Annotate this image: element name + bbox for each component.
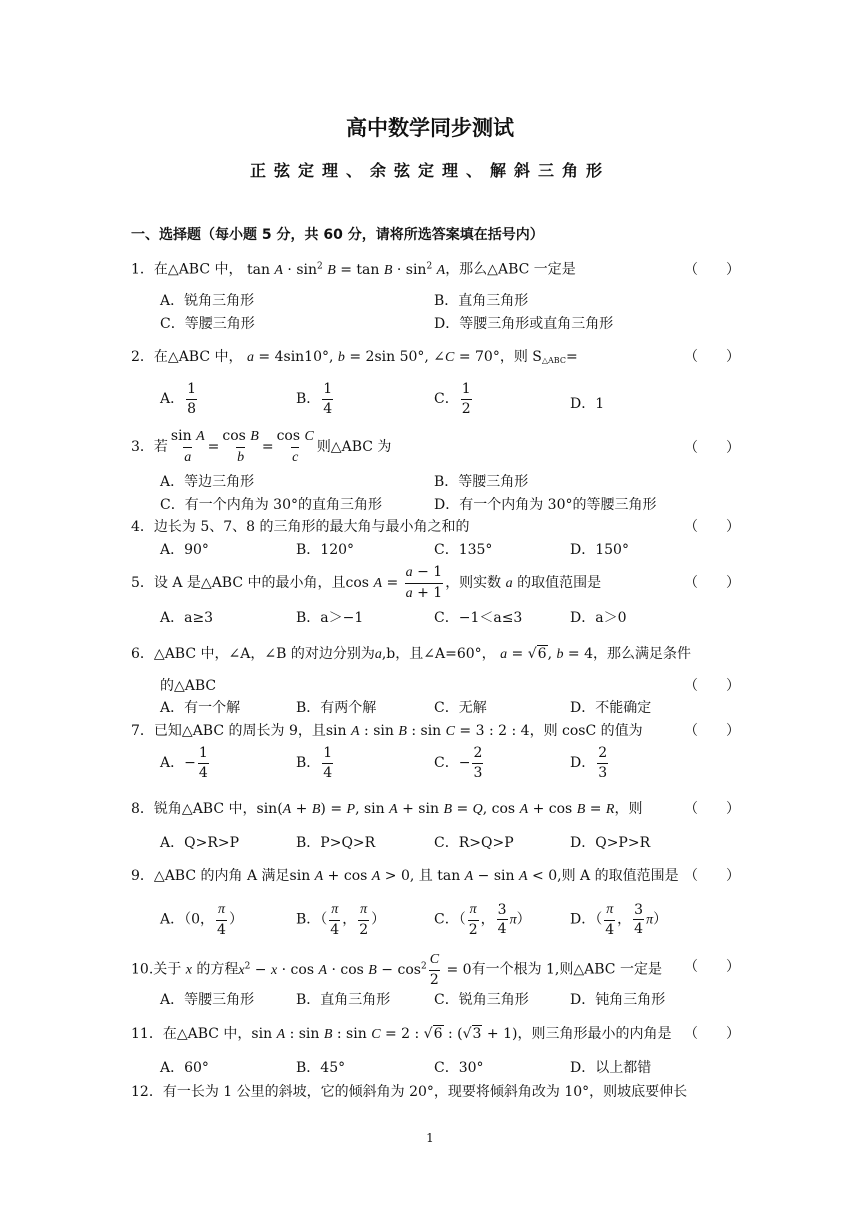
q5-option-d: D．a＞0 — [570, 610, 627, 626]
q4-option-b: B．120° — [296, 542, 355, 558]
question-11-stem: 11．在△ABC 中，sin A : sin B : sin C = 2 : √6 : (√3 + 1)，则三角形最小的内角是 — [131, 1026, 672, 1042]
q5-option-b: B．a＞−1 — [296, 610, 364, 626]
q8-option-d: D．Q>P>R — [570, 835, 651, 851]
q1-formula: $\tan A \cdot \sin^2 B = \tan B \cdot \sin^2 A$ — [246, 261, 446, 278]
q4-option-c: C．135° — [434, 542, 493, 558]
q8-formula: sin(A + B) = P, sin A + sin B = Q, cos A + cos B = R — [256, 801, 615, 817]
q11-option-a: A．60° — [160, 1060, 209, 1076]
question-8-stem: 8．锐角△ABC 中，sin(A + B) = P, sin A + sin B = Q, cos A + cos B = R，则 — [131, 801, 643, 817]
q11-formula: sin A : sin B : sin C = 2 : √6 : (√3 + 1) — [251, 1026, 518, 1042]
q3-formula: $\frac{\text{sin A}}{a}$ = $\frac{\text{cos B}}{b}$ = $\frac{\text{cos C}}{c}$ — [170, 428, 314, 465]
q9-option-a: A．（0， $\frac{\pi}{4}$ ） — [160, 902, 243, 938]
q3-answer-blank[interactable]: （ ） — [684, 440, 740, 456]
q7-option-d: D． $\frac{2}{3}$ — [570, 745, 608, 781]
question-5-stem: 5．设 A 是△ABC 中的最小角，且cos A = $\frac{a - 1}{a + 1}$ ，则实数 a 的取值范围是 — [131, 564, 602, 601]
question-4-stem: 4．边长为 5、7、8 的三角形的最大角与最小角之和的 — [131, 519, 470, 535]
q9-option-c: C．（ $\frac{\pi}{2}$ ， $\frac{3}{4}$ π） — [434, 901, 531, 938]
q6-option-c: C．无解 — [434, 700, 487, 716]
q5-answer-blank[interactable]: （ ） — [684, 575, 740, 591]
q4-option-d: D．150° — [570, 542, 629, 558]
q7-option-a: A．− $\frac{1}{4}$ — [160, 745, 208, 781]
q1-option-d: D．等腰三角形或直角三角形 — [434, 316, 614, 332]
question-2-stem: 2．在△ABC 中， a = 4sin10°, b = 2sin 50°, ∠C = 70°，则 $S_{\triangle ABC}=$ — [131, 349, 578, 365]
section-heading: 一、选择题（每小题 5 分，共 60 分，请将所选答案填在括号内） — [131, 227, 544, 243]
q3-option-c: C．有一个内角为 30°的直角三角形 — [160, 497, 382, 513]
q6-formula: a = √6, b = 4 — [500, 646, 594, 662]
question-6-line2: 的△ABC — [160, 678, 217, 694]
q8-option-c: C．R>Q>P — [434, 835, 514, 851]
q5-formula: cos A = $\frac{a - 1}{a + 1}$ — [345, 564, 443, 601]
q10-formula: $x^2 - x \cdot \cos A \cdot \cos B - \cos^2$ $\frac{C}{2}$ = 0 — [238, 952, 472, 988]
q8-answer-blank[interactable]: （ ） — [684, 801, 740, 817]
q1-option-c: C．等腰三角形 — [160, 316, 255, 332]
q5-option-a: A．a≥3 — [160, 610, 214, 626]
q3-option-b: B．等腰三角形 — [434, 474, 529, 490]
q11-option-c: C．30° — [434, 1060, 484, 1076]
q11-answer-blank[interactable]: （ ） — [684, 1026, 740, 1042]
q11-option-b: B．45° — [296, 1060, 346, 1076]
q1-option-a: A．锐角三角形 — [160, 293, 255, 309]
question-6-stem: 6．△ABC 中，∠A，∠B 的对边分别为a,b，且∠A=60°， a = √6, b = 4，那么满足条件 — [131, 646, 692, 662]
page-number: 1 — [426, 1131, 434, 1145]
q8-option-a: A．Q>R>P — [160, 835, 240, 851]
question-9-stem: 9．△ABC 的内角 A 满足sin A + cos A > 0, 且 tan A − sin A < 0,则 A 的取值范围是 — [131, 868, 679, 884]
q2-answer-blank[interactable]: （ ） — [684, 349, 740, 365]
q10-option-d: D．钝角三角形 — [570, 992, 666, 1008]
q6-option-b: B．有两个解 — [296, 700, 377, 716]
q10-option-c: C．锐角三角形 — [434, 992, 529, 1008]
q6-option-d: D．不能确定 — [570, 700, 652, 716]
q5-option-c: C．−1＜a≤3 — [434, 610, 523, 626]
question-1-stem: 1．在△ABC 中， $\tan A \cdot \sin^2 B = \tan B \cdot \sin^2 A$，那么△ABC 一定是 — [131, 261, 576, 278]
q3-option-d: D．有一个内角为 30°的等腰三角形 — [434, 497, 657, 513]
question-3-stem: 3．若 $\frac{\text{sin A}}{a}$ = $\frac{\text{cos B}}{b}$ = $\frac{\text{cos C}}{c}$ 则△ABC 为 — [131, 428, 392, 465]
question-12-stem: 12．有一长为 1 公里的斜坡，它的倾斜角为 20°，现要将倾斜角改为 10°，则坡底要伸长 — [131, 1084, 688, 1100]
q2-formula: a = 4sin10°, b = 2sin 50°, ∠C = 70° — [246, 349, 500, 365]
q2-option-a: A． $\frac{1}{8}$ — [160, 381, 197, 417]
q9-option-b: B．（ $\frac{\pi}{4}$ ， $\frac{\pi}{2}$ ） — [296, 902, 386, 938]
q4-option-a: A．90° — [160, 542, 209, 558]
q7-option-b: B． $\frac{1}{4}$ — [296, 745, 333, 781]
q9-formula: sin A + cos A > 0, 且 tan A − sin A < 0, — [289, 868, 562, 884]
q9-option-d: D．（ $\frac{\pi}{4}$ ， $\frac{3}{4}$ π） — [570, 901, 668, 938]
q1-answer-blank[interactable]: （ ） — [684, 262, 740, 278]
q10-option-a: A．等腰三角形 — [160, 992, 255, 1008]
q9-answer-blank[interactable]: （ ） — [684, 868, 740, 884]
question-10-stem: 10.关于 x 的方程$x^2 - x \cdot \cos A \cdot \cos B - \cos^2$ $\frac{C}{2}$ = 0有一个根为 1,则△ABC 一定是 — [131, 952, 662, 988]
q7-option-c: C．− $\frac{2}{3}$ — [434, 745, 483, 781]
page-title: 高中数学同步测试 — [346, 116, 514, 140]
q10-answer-blank[interactable]: （ ） — [684, 959, 740, 975]
q10-option-b: B．直角三角形 — [296, 992, 391, 1008]
q2-option-d: D．1 — [570, 396, 605, 412]
q6-answer-blank[interactable]: （ ） — [684, 678, 740, 694]
q3-option-a: A．等边三角形 — [160, 474, 255, 490]
q2-option-c: C． $\frac{1}{2}$ — [434, 381, 471, 417]
q8-option-b: B．P>Q>R — [296, 835, 376, 851]
q7-answer-blank[interactable]: （ ） — [684, 723, 740, 739]
page-subtitle: 正弦定理、余弦定理、解斜三角形 — [249, 161, 610, 180]
q11-option-d: D．以上都错 — [570, 1060, 652, 1076]
q7-formula: sin A : sin B : sin C = 3 : 2 : 4 — [325, 723, 530, 739]
q4-answer-blank[interactable]: （ ） — [684, 519, 740, 535]
q6-option-a: A．有一个解 — [160, 700, 241, 716]
question-7-stem: 7．已知△ABC 的周长为 9，且sin A : sin B : sin C = 3 : 2 : 4，则 cosC 的值为 — [131, 723, 643, 739]
q2-option-b: B． $\frac{1}{4}$ — [296, 381, 333, 417]
q1-option-b: B．直角三角形 — [434, 293, 529, 309]
